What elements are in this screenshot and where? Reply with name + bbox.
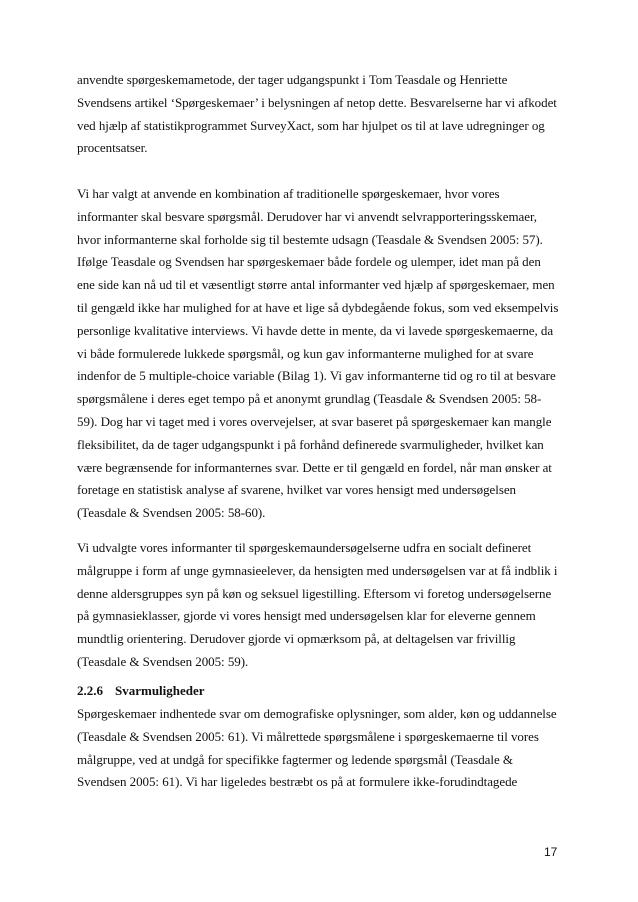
section-heading: [77, 682, 205, 700]
text-line: fleksibilitet, da de tager udgangspunkt i på forhånd definerede svarmuligheder, hvilket kan: [77, 436, 544, 452]
text-line: mundtlig orientering. Derudover gjorde vi opmærksom på, at deltagelsen var frivillig: [77, 631, 516, 647]
text-line: spørgsmålene i deres eget tempo på et anonymt grundlag (Teasdale & Svendsen 2005: 58-: [77, 391, 542, 407]
text-line: være begrænsende for informanternes svar. Dette er til gengæld en fordel, når man ønsker at: [77, 459, 552, 475]
text-line: til gengæld ikke har mulighed for at have et lige så dybdegående fokus, som ved eksempelvis: [77, 299, 559, 315]
text-line: hvor informanterne skal forholde sig til bestemte udsagn (Teasdale & Svendsen 2005: 57).: [77, 231, 543, 247]
text-line: Spørgeskemaer indhentede svar om demografiske oplysninger, som alder, køn og uddannelse: [77, 706, 557, 721]
paragraph-answer-options: [77, 703, 567, 794]
section-number: 2.2.6: [77, 683, 103, 698]
text-line: anvendte spørgeskemametode, der tager udgangspunkt i Tom Teasdale og Henriette: [77, 72, 508, 87]
text-line: (Teasdale & Svendsen 2005: 58-60).: [77, 505, 266, 521]
page-number: 17: [544, 845, 558, 859]
text-line: (Teasdale & Svendsen 2005: 59).: [77, 653, 249, 669]
text-line: ene side kan nå ud til et væsentligt større antal informanter ved hjælp af spørgeskemaer, men: [77, 277, 555, 293]
text-line: ved hjælp af statistikprogrammet SurveyXact, som har hjulpet os til at lave udregninger og: [77, 117, 545, 133]
text-line: Svendsen 2005: 61). Vi har ligeledes bestræbt os på at formulere ikke-forudindtagede: [77, 774, 518, 790]
text-line: Vi udvalgte vores informanter til spørgeskemaundersøgelserne udfra en socialt defineret: [77, 540, 532, 555]
text-line: procentsatser.: [77, 140, 148, 156]
text-line: (Teasdale & Svendsen 2005: 61). Vi målrettede spørgsmålene i spørgeskemaerne til vores: [77, 728, 539, 744]
text-line: indenfor de 5 multiple-choice variable (Bilag 1). Vi gav informanterne tid og ro til at besvare: [77, 368, 556, 384]
text-line: denne aldersgruppes syn på køn og seksuel ligestilling. Eftersom vi foretog undersøgelserne: [77, 585, 552, 601]
text-line: vi både formulerede lukkede spørgsmål, og kun gav informanterne mulighed for at svare: [77, 345, 534, 361]
paragraph-informant-selection: [77, 537, 567, 674]
section-title: Svarmuligheder: [115, 683, 205, 698]
text-line: foretage en statistisk analyse af svarene, hvilket var vores hensigt med undersøgelsen: [77, 482, 517, 498]
text-line: målgruppe, ved at undgå for specifikke fagtermer og ledende spørgsmål (Teasdale &: [77, 751, 513, 767]
paragraph-questionnaire-types: [77, 183, 567, 525]
text-line: personlige kvalitative interviews. Vi havde dette in mente, da vi lavede spørgeskemaerne, da: [77, 322, 554, 338]
paragraph-method-intro: [77, 69, 567, 160]
text-line: målgruppe i form af unge gymnasieelever, da hensigten med undersøgelsen var at få indblik i: [77, 562, 558, 578]
text-line: Ifølge Teasdale og Svendsen har spørgeskemaer både fordele og ulemper, idet man på den: [77, 254, 541, 270]
text-line: informanter skal besvare spørgsmål. Derudover har vi anvendt selvrapporteringsskemaer,: [77, 208, 537, 224]
text-line: på gymnasieklasser, gjorde vi vores hensigt med undersøgelsen klar for eleverne gennem: [77, 608, 536, 624]
text-line: Vi har valgt at anvende en kombination af traditionelle spørgeskemaer, hvor vores: [77, 186, 500, 201]
text-line: 59). Dog har vi taget med i vores overvejelser, at svar baseret på spørgeskemaer kan mangle: [77, 413, 552, 429]
text-line: Svendsens artikel ‘Spørgeskemaer’ i belysningen af netop dette. Besvarelserne har vi afkodet: [77, 94, 557, 110]
